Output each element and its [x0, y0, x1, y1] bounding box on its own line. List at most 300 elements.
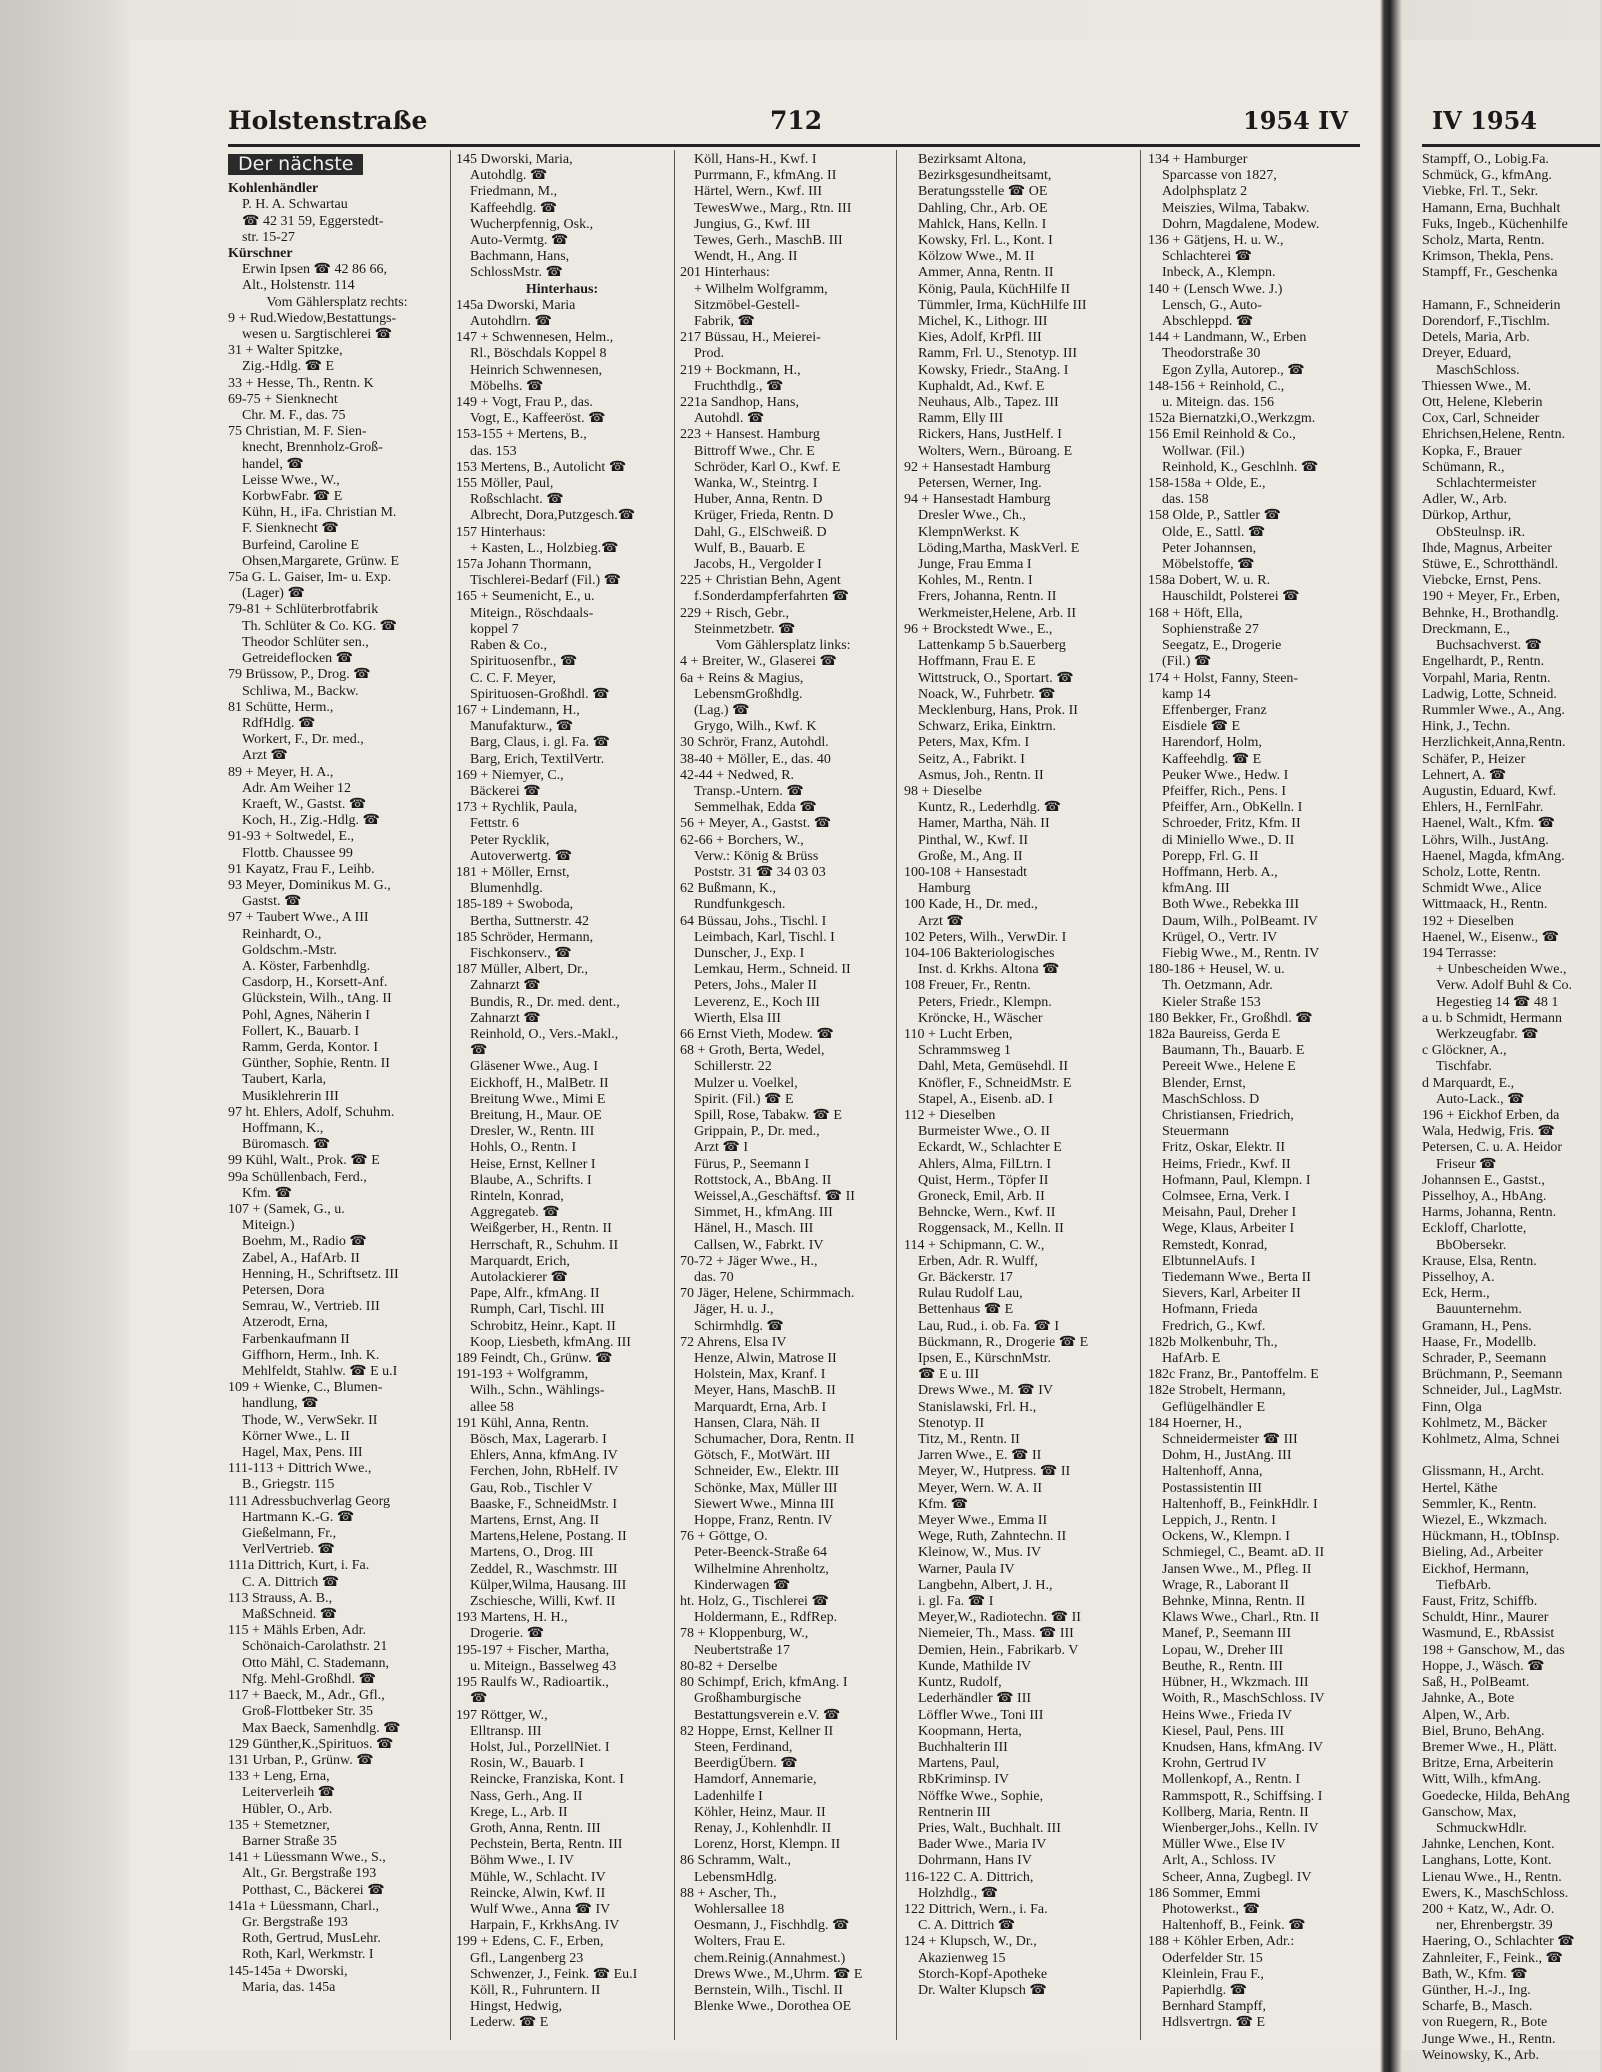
directory-entry-line: 182e Strobelt, Hermann, [1148, 1383, 1286, 1399]
directory-entry-line: Zeddel, R., Waschmstr. III [470, 1561, 618, 1577]
directory-entry-line: Kröncke, H., Wäscher [918, 1010, 1043, 1026]
directory-entry-line: Koop, Liesbeth, kfmAng. III [470, 1334, 631, 1350]
directory-entry-line: Auto-Vermtg. ☎ [470, 233, 569, 249]
directory-entry-line: 174 + Holst, Fanny, Steen- [1148, 670, 1299, 686]
directory-entry-line: 80 Schimpf, Erich, kfmAng. I [680, 1675, 848, 1691]
directory-entry-line: Stampff, Fr., Geschenka [1422, 265, 1558, 281]
directory-entry-line: 223 + Hansest. Hamburg [680, 427, 820, 443]
directory-entry-line: 62 Bußmann, K., [680, 881, 777, 897]
directory-entry-line: Roth, Karl, Werkmstr. I [242, 1947, 374, 1963]
directory-entry-line: F. Sienknecht ☎ [242, 521, 339, 537]
directory-entry-line: Heinrich Schwennesen, [470, 362, 603, 378]
directory-entry-line: Transp.-Untern. ☎ [694, 783, 804, 799]
directory-entry-line: 133 + Leng, Erna, [228, 1769, 330, 1785]
directory-entry-line: Nöffke Wwe., Sophie, [918, 1788, 1044, 1804]
directory-entry-line: Finn, Olga [1422, 1399, 1482, 1415]
directory-entry-line: Purrmann, F., kfmAng. II [694, 168, 837, 184]
directory-entry-line: Theodorstraße 30 [1162, 346, 1261, 362]
directory-entry-line: Dahl, Meta, Gemüsehdl. II [918, 1059, 1069, 1075]
directory-entry-line: Burmeister Wwe., O. II [918, 1124, 1050, 1140]
directory-entry-line: Große, M., Ang. II [918, 848, 1023, 864]
directory-entry-line: Martens,Helene, Postang. II [470, 1529, 627, 1545]
directory-entry-line: Heins Wwe., Frieda IV [1162, 1707, 1292, 1723]
directory-entry-line: 104-106 Bakteriologisches [904, 945, 1055, 961]
directory-entry-line: Tümmler, Irma, KüchHilfe III [918, 297, 1087, 313]
directory-entry-line: Pechstein, Berta, Rentn. III [470, 1837, 623, 1853]
directory-entry-line: Fettstr. 6 [470, 816, 520, 832]
directory-entry-line: 197 Röttger, W., [456, 1707, 548, 1723]
directory-entry-line: Rosin, W., Bauarb. I [470, 1756, 584, 1772]
directory-entry-line: Jacobs, H., Vergolder I [694, 557, 822, 573]
directory-entry-line: Holst, Jul., PorzellNiet. I [470, 1739, 610, 1755]
directory-entry-line: Schlachterei ☎ [1162, 249, 1253, 265]
directory-entry-line: Koch, H., Zig.-Hdlg. ☎ [242, 813, 380, 829]
directory-entry-line: Werkzeugfabr. ☎ [1436, 1026, 1539, 1042]
directory-entry-line: Grygo, Wilh., Kwf. K [694, 719, 817, 735]
directory-entry-line: Lopau, W., Dreher III [1162, 1642, 1284, 1658]
directory-entry-line: Thiessen Wwe., M. [1422, 378, 1531, 394]
directory-entry-line: Lensch, G., Auto- [1162, 297, 1262, 313]
directory-entry-line: Baumann, Th., Bauarb. E [1162, 1043, 1305, 1059]
directory-entry-line: Zahnarzt ☎ [470, 978, 541, 994]
directory-entry-line: Bath, W., Kfm. ☎ [1422, 1966, 1528, 1982]
directory-entry-line: Roth, Gertrud, MusLehr. [242, 1931, 381, 1947]
column-5 [1148, 152, 1378, 2032]
directory-entry-line: Holzhdlg., ☎ [918, 1885, 999, 1901]
directory-entry-line: 152a Biernatzki,O.,Werkzgm. [1148, 411, 1316, 427]
directory-entry-line: 97 + Taubert Wwe., A III [228, 910, 369, 926]
directory-entry-line: Dohrmann, Hans IV [918, 1853, 1032, 1869]
directory-entry-line: 111-113 + Dittrich Wwe., [228, 1461, 372, 1477]
directory-entry-line: 157 Hinterhaus: [456, 524, 546, 540]
directory-entry-line: Rottstock, A., BbAng. II [694, 1172, 832, 1188]
directory-entry-line: Hingst, Hedwig, [470, 1999, 563, 2015]
directory-entry-line: Zabel, A., HafArb. II [242, 1250, 360, 1266]
directory-entry-line: Fiebig Wwe., M., Rentn. IV [1162, 945, 1320, 961]
directory-entry-line: Hückmann, H., tObInsp. [1422, 1529, 1560, 1545]
directory-entry-line: Köhler, Heinz, Maur. II [694, 1804, 826, 1820]
directory-entry-line: Flottb. Chaussee 99 [242, 845, 353, 861]
directory-entry-line: von Ruegern, R., Bote [1422, 2015, 1548, 2031]
directory-entry-line: 168 + Höft, Ella, [1148, 605, 1243, 621]
directory-entry-line: 158 Olde, P., Sattler ☎ [1148, 508, 1281, 524]
directory-entry-line: 99 Kühl, Walt., Prok. ☎ E [228, 1153, 380, 1169]
directory-entry-line: 72 Ahrens, Elsa IV [680, 1334, 787, 1350]
directory-entry-line: Hoffmann, Frau E. E [918, 654, 1036, 670]
directory-entry-line: Glissmann, H., Archt. [1422, 1464, 1545, 1480]
directory-entry-line: Autohdlrn. ☎ [470, 314, 552, 330]
directory-entry-line: Stüwe, E., Schrotthändl. [1422, 557, 1559, 573]
directory-entry-line: Martens, O., Drog. III [470, 1545, 594, 1561]
directory-entry-line [1422, 282, 1602, 298]
directory-entry-line: Harpain, F., KrkhsAng. IV [470, 1918, 620, 1934]
directory-entry-line: Beuthe, R., Rentn. III [1162, 1658, 1283, 1674]
directory-entry-line: Werkmeister,Helene, Arb. II [918, 605, 1077, 621]
directory-entry-line: allee 58 [470, 1399, 514, 1415]
directory-entry-line: Groth, Anna, Rentn. III [470, 1820, 601, 1836]
directory-entry-line: Bösch, Max, Lagerarb. I [470, 1432, 607, 1448]
directory-entry-line: das. 158 [1162, 492, 1209, 508]
directory-entry-line: Tischfabr. [1436, 1059, 1492, 1075]
directory-entry-line: Kuntz, R., Lederhdlg. ☎ [918, 800, 1062, 816]
directory-entry-line: Farbenkaufmann II [242, 1331, 350, 1347]
directory-entry-line: Wanka, W., Steintrg. I [694, 476, 818, 492]
directory-entry-line: Pisselhoy, A. [1422, 1270, 1495, 1286]
directory-entry-line: ht. Holz, G., Tischlerei ☎ [680, 1594, 829, 1610]
directory-entry-line: Krege, L., Arb. II [470, 1804, 568, 1820]
directory-entry-line: 135 + Stemetzner, [228, 1817, 330, 1833]
directory-entry-line: Spirit. (Fil.) ☎ E [694, 1091, 794, 1107]
header-rule [228, 144, 1360, 147]
directory-entry-line: di Miniello Wwe., D. II [1162, 832, 1295, 848]
directory-entry-line: Leisse Wwe., W., [242, 472, 340, 488]
directory-entry-line: Effenberger, Franz [1162, 702, 1267, 718]
directory-entry-line: BbObersekr. [1436, 1237, 1507, 1253]
directory-entry-line: Ehrichsen,Helene, Rentn. [1422, 427, 1566, 443]
directory-entry-line: Barg, Claus, i. gl. Fa. ☎ [470, 735, 611, 751]
directory-entry-line: ☎ [470, 1691, 488, 1707]
directory-entry-line: Barg, Erich, TextilVertr. [470, 751, 605, 767]
directory-entry-line: P. H. A. Schwartau [242, 197, 348, 213]
directory-entry-line: Giffhorn, Herm., Inh. K. [242, 1347, 380, 1363]
directory-entry-line: 144 + Landmann, W., Erben [1148, 330, 1307, 346]
directory-entry-line: 229 + Risch, Gebr., [680, 605, 789, 621]
directory-entry-line: Breitung Wwe., Mimi E [470, 1091, 606, 1107]
directory-entry-line: Zschiesche, Willi, Kwf. II [470, 1594, 616, 1610]
directory-entry-line: Schillerstr. 22 [694, 1059, 772, 1075]
directory-entry-line: Bezirksamt Altona, [918, 152, 1027, 167]
directory-entry-line: Titz, M., Rentn. II [918, 1432, 1020, 1448]
directory-entry-line: Meyer, W., Hutpress. ☎ II [918, 1464, 1071, 1480]
directory-entry-line: 33 + Hesse, Th., Rentn. K [228, 375, 374, 391]
directory-entry-line: Gießelmann, Fr., [242, 1526, 337, 1542]
directory-entry-line: Detels, Maria, Arb. [1422, 330, 1530, 346]
directory-entry-line: Dresler Wwe., Ch., [918, 508, 1026, 524]
directory-entry-line: Kowsky, Friedr., StaAng. I [918, 362, 1069, 378]
directory-entry-line: 194 Terrasse: [1422, 945, 1497, 961]
directory-entry-line: Gau, Rob., Tischler V [470, 1480, 593, 1496]
directory-entry-line: Petersen, Werner, Ing. [918, 476, 1042, 492]
directory-entry-line: LebensmGroßhdlg. [694, 686, 803, 702]
directory-entry-line: Blaube, A., Schrifts. I [470, 1172, 592, 1188]
directory-entry-line: 167 + Lindemann, H., [456, 702, 580, 718]
directory-entry-line: Oesmann, J., Fischhdlg. ☎ [694, 1918, 850, 1934]
directory-entry-line: 192 + Dieselben [1422, 913, 1514, 929]
directory-entry-line: Callsen, W., Fabrkt. IV [694, 1237, 824, 1253]
directory-entry-line: Eckloff, Charlotte, [1422, 1221, 1527, 1237]
directory-entry-line: Olde, E., Sattl. ☎ [1162, 524, 1266, 540]
directory-entry-line: Stapel, A., Eisenb. aD. I [918, 1091, 1053, 1107]
directory-entry-line: 89 + Meyer, H. A., [228, 764, 334, 780]
directory-entry-line: Kieler Straße 153 [1162, 994, 1261, 1010]
directory-entry-line: Ockens, W., Klempn. I [1162, 1529, 1290, 1545]
directory-entry-line: Manufakturw., ☎ [470, 719, 574, 735]
directory-entry-line: Rummler Wwe., A., Ang. [1422, 702, 1565, 718]
directory-entry-line: Autohdlg. ☎ [470, 168, 548, 184]
directory-entry-line: Kowsky, Frl. L., Kont. I [918, 233, 1053, 249]
directory-entry-line: Möbelstoffe, ☎ [1162, 557, 1255, 573]
directory-entry-line: Hoppe, J., Wäsch. ☎ [1422, 1658, 1545, 1674]
directory-entry-line: das. 70 [694, 1270, 734, 1286]
directory-entry-line: 111a Dittrich, Kurt, i. Fa. [228, 1558, 370, 1574]
directory-entry-line: Löffler Wwe., Toni III [918, 1707, 1044, 1723]
directory-entry-line: Martens, Ernst, Ang. II [470, 1513, 600, 1529]
directory-entry-line: Alt., Gr. Bergstraße 193 [242, 1866, 377, 1882]
directory-entry-line: Martens, Paul, [918, 1756, 1000, 1772]
directory-entry-line: Verw.: König & Brüss [694, 848, 819, 864]
directory-entry-line: Nfg. Mehl-Großhdl. ☎ [242, 1671, 377, 1687]
directory-entry-line: Löhrs, Wilh., JustAng. [1422, 832, 1549, 848]
directory-entry-line: Ramm, Gerda, Kontor. I [242, 1039, 379, 1055]
directory-entry-line: 199 + Edens, C. F., Erben, [456, 1934, 604, 1950]
directory-entry-line: Dürkop, Arthur, [1422, 508, 1512, 524]
directory-entry-line: Autoverwertg. ☎ [470, 848, 573, 864]
directory-entry-line: koppel 7 [470, 621, 519, 637]
directory-entry-line: Th. Schlüter & Co. KG. ☎ [242, 618, 398, 634]
directory-entry-line: BeerdigÜbern. ☎ [694, 1756, 798, 1772]
directory-entry-line: Friedmann, M., [470, 184, 558, 200]
directory-entry-line: 69-75 + Sienknecht [228, 391, 338, 407]
directory-entry-line: Hamann, F., Schneiderin [1422, 297, 1561, 313]
directory-entry-line: Haenel, Magda, kfmAng. [1422, 848, 1565, 864]
directory-entry-line: Pfeiffer, Arn., ObKelln. I [1162, 800, 1303, 816]
directory-entry-line: 75 Christian, M. F. Sien- [228, 424, 367, 440]
directory-entry-line: RdfHdlg. ☎ [242, 715, 316, 731]
directory-entry-line: handel, ☎ [242, 456, 304, 472]
directory-entry-line: Baaske, F., SchneidMstr. I [470, 1496, 618, 1512]
directory-entry-line: Hauschildt, Polsterei ☎ [1162, 589, 1300, 605]
directory-entry-line: Jarren Wwe., E. ☎ II [918, 1448, 1042, 1464]
directory-entry-line: Prod. [694, 346, 724, 362]
directory-entry-line: Kfm. ☎ [242, 1185, 293, 1201]
directory-entry-line: Hansen, Clara, Näh. II [694, 1415, 820, 1431]
directory-entry-line: Max Baeck, Samenhdlg. ☎ [242, 1720, 401, 1736]
directory-entry-line: Böhm Wwe., I. IV [470, 1853, 574, 1869]
directory-entry-line: Bernstein, Wilh., Tischl. II [694, 1982, 843, 1998]
directory-entry-line: Reinhold, K., Geschlnh. ☎ [1162, 459, 1319, 475]
directory-entry-line: Pereeit Wwe., Helene E [1162, 1059, 1296, 1075]
directory-entry-line: Schneider, Ew., Elektr. III [694, 1464, 840, 1480]
directory-entry-line: Wege, Klaus, Arbeiter I [1162, 1221, 1295, 1237]
directory-entry-line: Wege, Ruth, Zahntechn. II [918, 1529, 1067, 1545]
directory-entry-line: Wilh., Schn., Wählings- [470, 1383, 605, 1399]
directory-entry-line: Großhamburgische [694, 1691, 802, 1707]
directory-entry-line: Koopmann, Herta, [918, 1723, 1022, 1739]
directory-entry-line: 108 Freuer, Fr., Rentn. [904, 978, 1031, 994]
directory-entry-line: Potthast, C., Bäckerei ☎ [242, 1882, 385, 1898]
directory-entry-line: Haenel, W., Eisenw., ☎ [1422, 929, 1560, 945]
directory-entry-line: 217 Büssau, H., Meierei- [680, 330, 821, 346]
directory-entry-line: Kürschner [228, 246, 293, 262]
directory-entry-line: Fürus, P., Seemann I [694, 1156, 810, 1172]
directory-entry-line: Henze, Alwin, Matrose II [694, 1351, 837, 1367]
directory-entry-line: Biel, Bruno, BehAng. [1422, 1723, 1545, 1739]
directory-entry-line: Geflügelhändler E [1162, 1399, 1266, 1415]
directory-entry-line: Rulau Rudolf Lau, [918, 1286, 1023, 1302]
directory-entry-line: 182a Baureiss, Gerda E [1148, 1026, 1281, 1042]
directory-entry-line: ElbtunnelAufs. I [1162, 1253, 1256, 1269]
directory-entry-line: Maria, das. 145a [242, 1979, 336, 1995]
directory-entry-line: knecht, Brennholz-Groß- [242, 440, 383, 456]
directory-entry-line: 100-108 + Hansestadt [904, 864, 1027, 880]
directory-entry-line: Reinhardt, O., [242, 926, 322, 942]
directory-entry-line: Ferchen, John, RbHelf. IV [470, 1464, 619, 1480]
directory-entry-line: Köll, R., Fuhruntern. II [470, 1982, 601, 1998]
directory-entry-line: 191 Kühl, Anna, Rentn. [456, 1415, 589, 1431]
directory-entry-line: 147 + Schwennesen, Helm., [456, 330, 614, 346]
directory-entry-line: Simmet, H., kfmAng. III [694, 1205, 833, 1221]
directory-entry-line: Fritz, Oskar, Elektr. II [1162, 1140, 1286, 1156]
column-2 [456, 152, 668, 2032]
directory-entry-line: Inbeck, A., Klempn. [1162, 265, 1276, 281]
directory-entry-line: Sitzmöbel-Gestell- [694, 297, 800, 313]
directory-entry-line: Schliwa, M., Backw. [242, 683, 359, 699]
directory-entry-line: Rundfunkgesch. [694, 897, 786, 913]
directory-entry-line: 9 + Rud.Wiedow,Bestattungs- [228, 310, 397, 326]
directory-entry-line: C. A. Dittrich ☎ [918, 1918, 1016, 1934]
directory-entry-line: 181 + Möller, Ernst, [456, 864, 570, 880]
directory-entry-line: Scharfe, B., Masch. [1422, 1999, 1533, 2015]
directory-entry-line: Weissel,A.,Geschäftsf. ☎ II [694, 1189, 855, 1204]
directory-entry-line: ☎ E u. III [918, 1367, 979, 1383]
directory-entry-line: Günther, H.-J., Ing. [1422, 1982, 1531, 1998]
directory-entry-line: Heims, Friedr., Kwf. II [1162, 1156, 1291, 1172]
directory-entry-line: Eck, Herm., [1422, 1286, 1490, 1302]
directory-entry-line: Dohm, H., JustAng. III [1162, 1448, 1292, 1464]
directory-entry-line: 86 Schramm, Walt., [680, 1853, 791, 1869]
directory-entry-line: Eckardt, W., Schlachter E [918, 1140, 1062, 1156]
directory-entry-line: 66 Ernst Vieth, Modew. ☎ [680, 1026, 834, 1042]
directory-entry-line: Zahnarzt ☎ [470, 1010, 541, 1026]
directory-entry-line: Kleinow, W., Mus. IV [918, 1545, 1042, 1561]
directory-entry-line: 64 Büssau, Johs., Tischl. I [680, 913, 827, 929]
directory-entry-line: Külper,Wilma, Hausang. III [470, 1577, 627, 1593]
directory-entry-line: Ohsen,Margarete, Grünw. E [242, 553, 400, 569]
directory-entry-line: 6a + Reins & Magius, [680, 670, 804, 686]
directory-entry-line: Dr. Walter Klupsch ☎ [918, 1982, 1047, 1998]
directory-entry-line: Stanislawski, Frl. H., [918, 1399, 1037, 1415]
directory-entry-line: Jäger, H. u. J., [694, 1302, 774, 1318]
directory-entry-line: Schümann, R., [1422, 459, 1505, 475]
directory-entry-line: Th. Oetzmann, Adr. [1162, 978, 1273, 994]
page-number: 712 [770, 106, 823, 135]
directory-entry-line: RbKriminsp. IV [918, 1772, 1009, 1788]
directory-entry-line: Kuntz, Rudolf, [918, 1675, 1002, 1691]
directory-entry-line: 165 + Seumenicht, E., u. [456, 589, 595, 605]
directory-entry-line: Niemeier, Th., Mass. ☎ III [918, 1626, 1074, 1642]
directory-entry-line: u. Miteign., Basselweg 43 [470, 1658, 617, 1674]
directory-entry-line: Peters, Johs., Maler II [694, 978, 817, 994]
directory-entry-line: 189 Feindt, Ch., Grünw. ☎ [456, 1351, 613, 1367]
directory-entry-line: Gr. Bäckerstr. 17 [918, 1270, 1013, 1286]
directory-entry-line: Stenotyp. II [918, 1415, 985, 1431]
directory-entry-line: A. Köster, Farbenhdlg. [242, 958, 371, 974]
directory-entry-line: 185-189 + Swoboda, [456, 897, 574, 913]
column-lines [680, 152, 886, 2015]
directory-entry-line: 81 Schütte, Herm., [228, 699, 334, 715]
directory-entry-line: Ahlers, Alma, FilLtrn. I [918, 1156, 1051, 1172]
directory-entry-line: Kfm. ☎ [918, 1496, 969, 1512]
directory-entry-line: Hamer, Martha, Näh. II [918, 816, 1050, 832]
directory-entry-line: Buchhalterin III [918, 1739, 1008, 1755]
directory-entry-line: KorbwFabr. ☎ E [242, 489, 343, 505]
directory-entry-line: Arzt ☎ [918, 913, 964, 929]
directory-entry-line: ☎ 42 31 59, Eggerstedt- [242, 213, 384, 229]
directory-entry-line: Holdermann, E., RdfRep. [694, 1610, 838, 1626]
directory-entry-line: 76 + Göttge, O. [680, 1529, 768, 1545]
directory-entry-line: Harms, Johanna, Rentn. [1422, 1205, 1557, 1221]
directory-entry-line: wesen u. Sargtischlerei ☎ [242, 327, 393, 343]
directory-entry-line: Wittmaack, H., Rentn. [1422, 897, 1548, 913]
directory-entry-line: Fuks, Ingeb., Küchenhilfe [1422, 216, 1568, 232]
directory-entry-line: Friseur ☎ [1436, 1156, 1497, 1172]
directory-entry-line: a u. b Schmidt, Hermann [1422, 1010, 1562, 1026]
directory-entry-line: Noack, W., Fuhrbetr. ☎ [918, 686, 1056, 702]
directory-entry-line: Johannsen E., Gastst., [1422, 1172, 1545, 1188]
directory-entry-line: Storch-Kopf-Apotheke [918, 1966, 1048, 1982]
directory-entry-line: Hinterhaus: [525, 281, 599, 297]
directory-entry-line: Schirmhdlg. ☎ [694, 1318, 784, 1334]
directory-entry-line: Krügel, O., Vertr. IV [1162, 929, 1278, 945]
directory-entry-line: 114 + Schipmann, C. W., [904, 1237, 1045, 1253]
directory-entry-line: 80-82 + Derselbe [680, 1658, 778, 1674]
directory-entry-line: 193 Martens, H. H., [456, 1610, 568, 1626]
directory-entry-line: Klaws Wwe., Charl., Rtn. II [1162, 1610, 1320, 1626]
directory-entry-line: 186 Sommer, Emmi [1148, 1885, 1261, 1901]
directory-entry-line: Bachmann, Hans, [470, 249, 570, 265]
directory-entry-line: Knöfler, F., SchneidMstr. E [918, 1075, 1072, 1091]
directory-entry-line: Haltenhoff, B., FeinkHdlr. I [1162, 1496, 1318, 1512]
directory-entry-line: Neubertstraße 17 [694, 1642, 791, 1658]
directory-entry-line: Dahl, G., ElSchweiß. D [694, 524, 827, 540]
directory-entry-line: Drogerie. ☎ [470, 1626, 545, 1642]
directory-entry-line: Ehlers, Anna, kfmAng. IV [470, 1448, 618, 1464]
directory-entry-line: Peters, Friedr., Klempn. [918, 994, 1052, 1010]
directory-entry-line: Erben, Adr. R. Wulff, [918, 1253, 1038, 1269]
directory-entry-line: Günther, Sophie, Rentn. II [242, 1056, 390, 1072]
directory-entry-line: Haltenhoff, B., Feink. ☎ [1162, 1918, 1306, 1934]
directory-entry-line: Bauunternehm. [1436, 1302, 1522, 1318]
directory-entry-line: Neuhaus, Alb., Tapez. III [918, 395, 1059, 411]
directory-entry-line: 219 + Bockmann, H., [680, 362, 801, 378]
directory-entry-line: Ipsen, E., KürschnMstr. [918, 1351, 1051, 1367]
directory-entry-line: Dresler, W., Rentn. III [470, 1124, 595, 1140]
directory-entry-line: Roggensack, M., Kelln. II [918, 1221, 1064, 1237]
directory-entry-line: Eickhoff, H., MalBetr. II [470, 1075, 609, 1091]
directory-entry-line: Kaffeehdlg. ☎ [470, 200, 558, 216]
directory-entry-line: Kaffeehdlg. ☎ E [1162, 751, 1262, 767]
directory-entry-line: Mehlfeldt, Stahlw. ☎ E u.I [242, 1364, 398, 1380]
directory-entry-line: Schönaich-Carolathstr. 21 [242, 1639, 388, 1655]
directory-entry-line: Gr. Bergstraße 193 [242, 1914, 348, 1930]
directory-entry-line: Büromasch. ☎ [242, 1137, 331, 1153]
directory-entry-line: Weißgerber, H., Rentn. II [470, 1221, 612, 1237]
directory-entry-line: 4 + Breiter, W., Glaserei ☎ [680, 654, 837, 670]
directory-entry-line: 88 + Ascher, Th., [680, 1885, 777, 1901]
directory-entry-line: Krohn, Gertrud IV [1162, 1756, 1267, 1772]
directory-entry-line: VerlVertrieb. ☎ [242, 1542, 335, 1558]
directory-entry-line: 102 Peters, Wilh., VerwDir. I [904, 929, 1067, 945]
directory-entry-line: Peter Johannsen, [1162, 540, 1257, 556]
directory-entry-line: Goldschm.-Mstr. [242, 942, 337, 958]
directory-entry-line: + Kasten, L., Holzbieg.☎ [470, 540, 619, 556]
directory-entry-line: Pisselhoy, A., HbAng. [1422, 1189, 1547, 1204]
directory-entry-line: Glückstein, Wilh., tAng. II [242, 991, 392, 1007]
directory-entry-line: Wienberger,Johs., Kelln. IV [1162, 1820, 1319, 1836]
directory-entry-line: Rickers, Hans, JustHelf. I [918, 427, 1062, 443]
directory-entry-line: Wilhelmine Ahrenholtz, [694, 1561, 829, 1577]
directory-entry-line: Papierhdlg. ☎ [1162, 1982, 1248, 1998]
